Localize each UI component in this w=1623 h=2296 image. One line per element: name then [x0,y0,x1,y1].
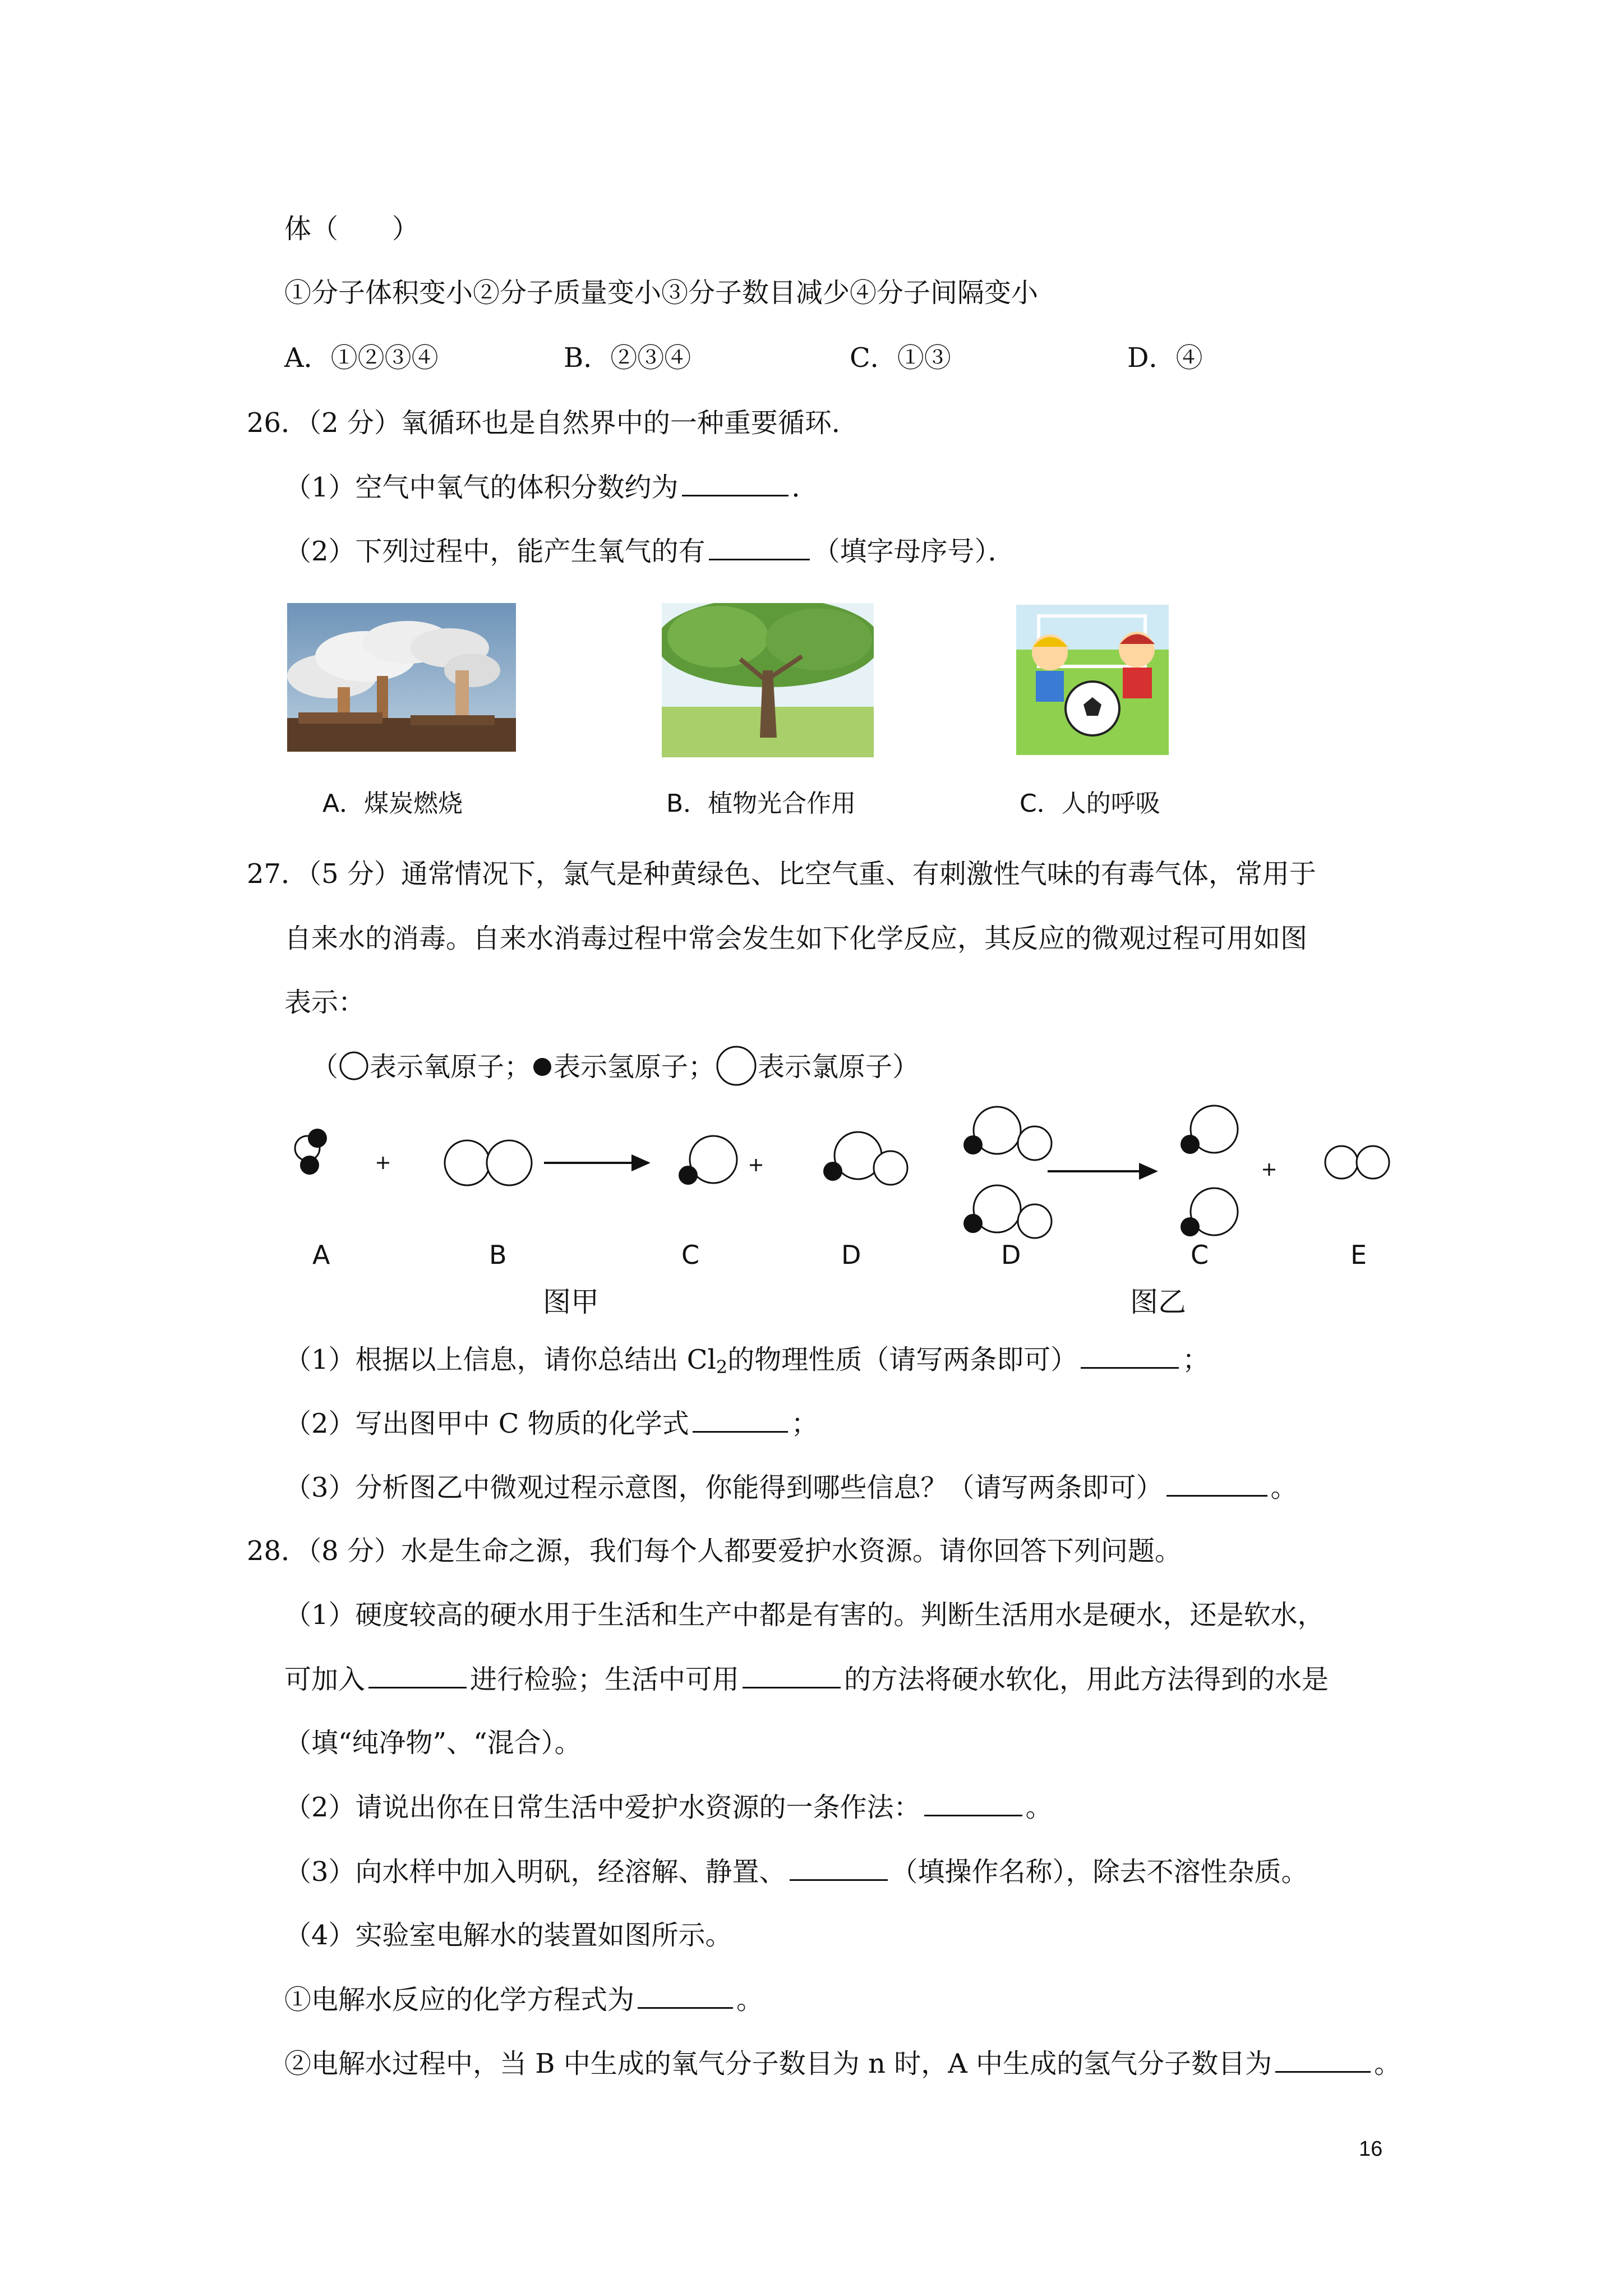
human-breathing-image [1016,605,1169,755]
label-yi-c: C [1191,1240,1209,1270]
q27-stem-line3: 表示： [284,987,366,1018]
tree-photosynthesis-image [662,603,874,757]
answer-blank [709,534,810,560]
q27-part2: （2）写出图甲中 C 物质的化学式 ； [284,1406,818,1441]
q28-sub2: ②电解水过程中，当 B 中生成的氧气分子数目为 n 时，A 中生成的氢气分子数目为 。 [284,2046,1401,2081]
answer-blank [790,1855,888,1881]
answer-blank [743,1662,841,1688]
label-yi-d: D [1001,1240,1021,1270]
q25-option-d: D．④ [1127,342,1203,374]
answer-blank [1275,2046,1371,2073]
answer-blank [693,1406,788,1433]
page-number: 16 [1359,2137,1383,2161]
caption-b: B．植物光合作用 [666,789,856,818]
q25-option-b: B．②③④ [564,342,691,374]
q28-part4: （4）实验室电解水的装置如图所示。 [284,1920,732,1951]
q28-part3: （3）向水样中加入明矾，经溶解、静置、 （填操作名称），除去不溶性杂质。 [284,1855,1308,1889]
q26-part1: （1）空气中氧气的体积分数约为 ． [284,470,819,504]
chlorine-atom-icon [715,1045,758,1087]
label-yi-e: E [1350,1240,1367,1270]
hydrogen-atom-icon [531,1056,554,1078]
label-jia-d: D [841,1240,861,1270]
figure-yi-label: 图乙 [1130,1286,1186,1318]
q27-stem-line1: 27．（5 分）通常情况下，氯气是种黄绿色、比空气重、有刺激性气味的有毒气体，常用于 [247,858,1316,890]
answer-blank [638,1982,733,2009]
q26-part2: （2）下列过程中，能产生氧气的有 （填字母序号）． [284,534,1015,568]
label-jia-a: A [312,1240,330,1270]
q28-sub1: ①电解水反应的化学方程式为 。 [284,1982,763,2017]
q25-tail: 体（ ） [284,213,419,245]
answer-blank [1166,1470,1267,1497]
q25-statements: ①分子体积变小②分子质量变小③分子数目减少④分子间隔变小 [284,277,1039,309]
q25-option-a: A．①②③④ [284,342,439,374]
q28-part1-line3: （填“纯净物”、“混合）。 [284,1727,582,1759]
oxygen-atom-icon [338,1050,370,1082]
figure-jia-label: 图甲 [543,1286,599,1318]
answer-blank [368,1662,467,1688]
label-jia-c: C [681,1240,700,1270]
answer-blank [682,470,789,496]
q28-part1-line1: （1）硬度较高的硬水用于生活和生产中都是有害的。判断生活用水是硬水，还是软水， [284,1599,1325,1631]
q26-stem: 26．（2 分）氧循环也是自然界中的一种重要循环． [247,407,859,439]
q28-part1-line2: 可加入 进行检验；生活中可用 的方法将硬水软化，用此方法得到的水是 [284,1662,1329,1696]
answer-blank [924,1790,1022,1816]
q28-part2: （2）请说出你在日常生活中爱护水资源的一条作法： 。 [284,1790,1053,1824]
coal-burning-image [287,603,516,752]
caption-a: A．煤炭燃烧 [322,789,463,818]
atom-legend: （ 表示氧原子； 表示氢原子； 表示氯原子） [311,1045,919,1087]
q27-part1: （1）根据以上信息，请你总结出 $Cl_2$的物理性质（请写两条即可） ； [284,1342,1209,1384]
caption-c: C．人的呼吸 [1020,789,1160,818]
q27-stem-line2: 自来水的消毒。自来水消毒过程中常会发生如下化学反应，其反应的微观过程可用如图 [284,923,1308,954]
label-jia-b: B [489,1240,507,1270]
answer-blank [1081,1342,1179,1369]
q25-option-c: C．①③ [850,342,951,374]
q27-part3: （3）分析图乙中微观过程示意图，你能得到哪些信息？（请写两条即可） 。 [284,1470,1298,1504]
q28-stem: 28．（8 分）水是生命之源，我们每个人都要爱护水资源。请你回答下列问题。 [247,1535,1182,1567]
